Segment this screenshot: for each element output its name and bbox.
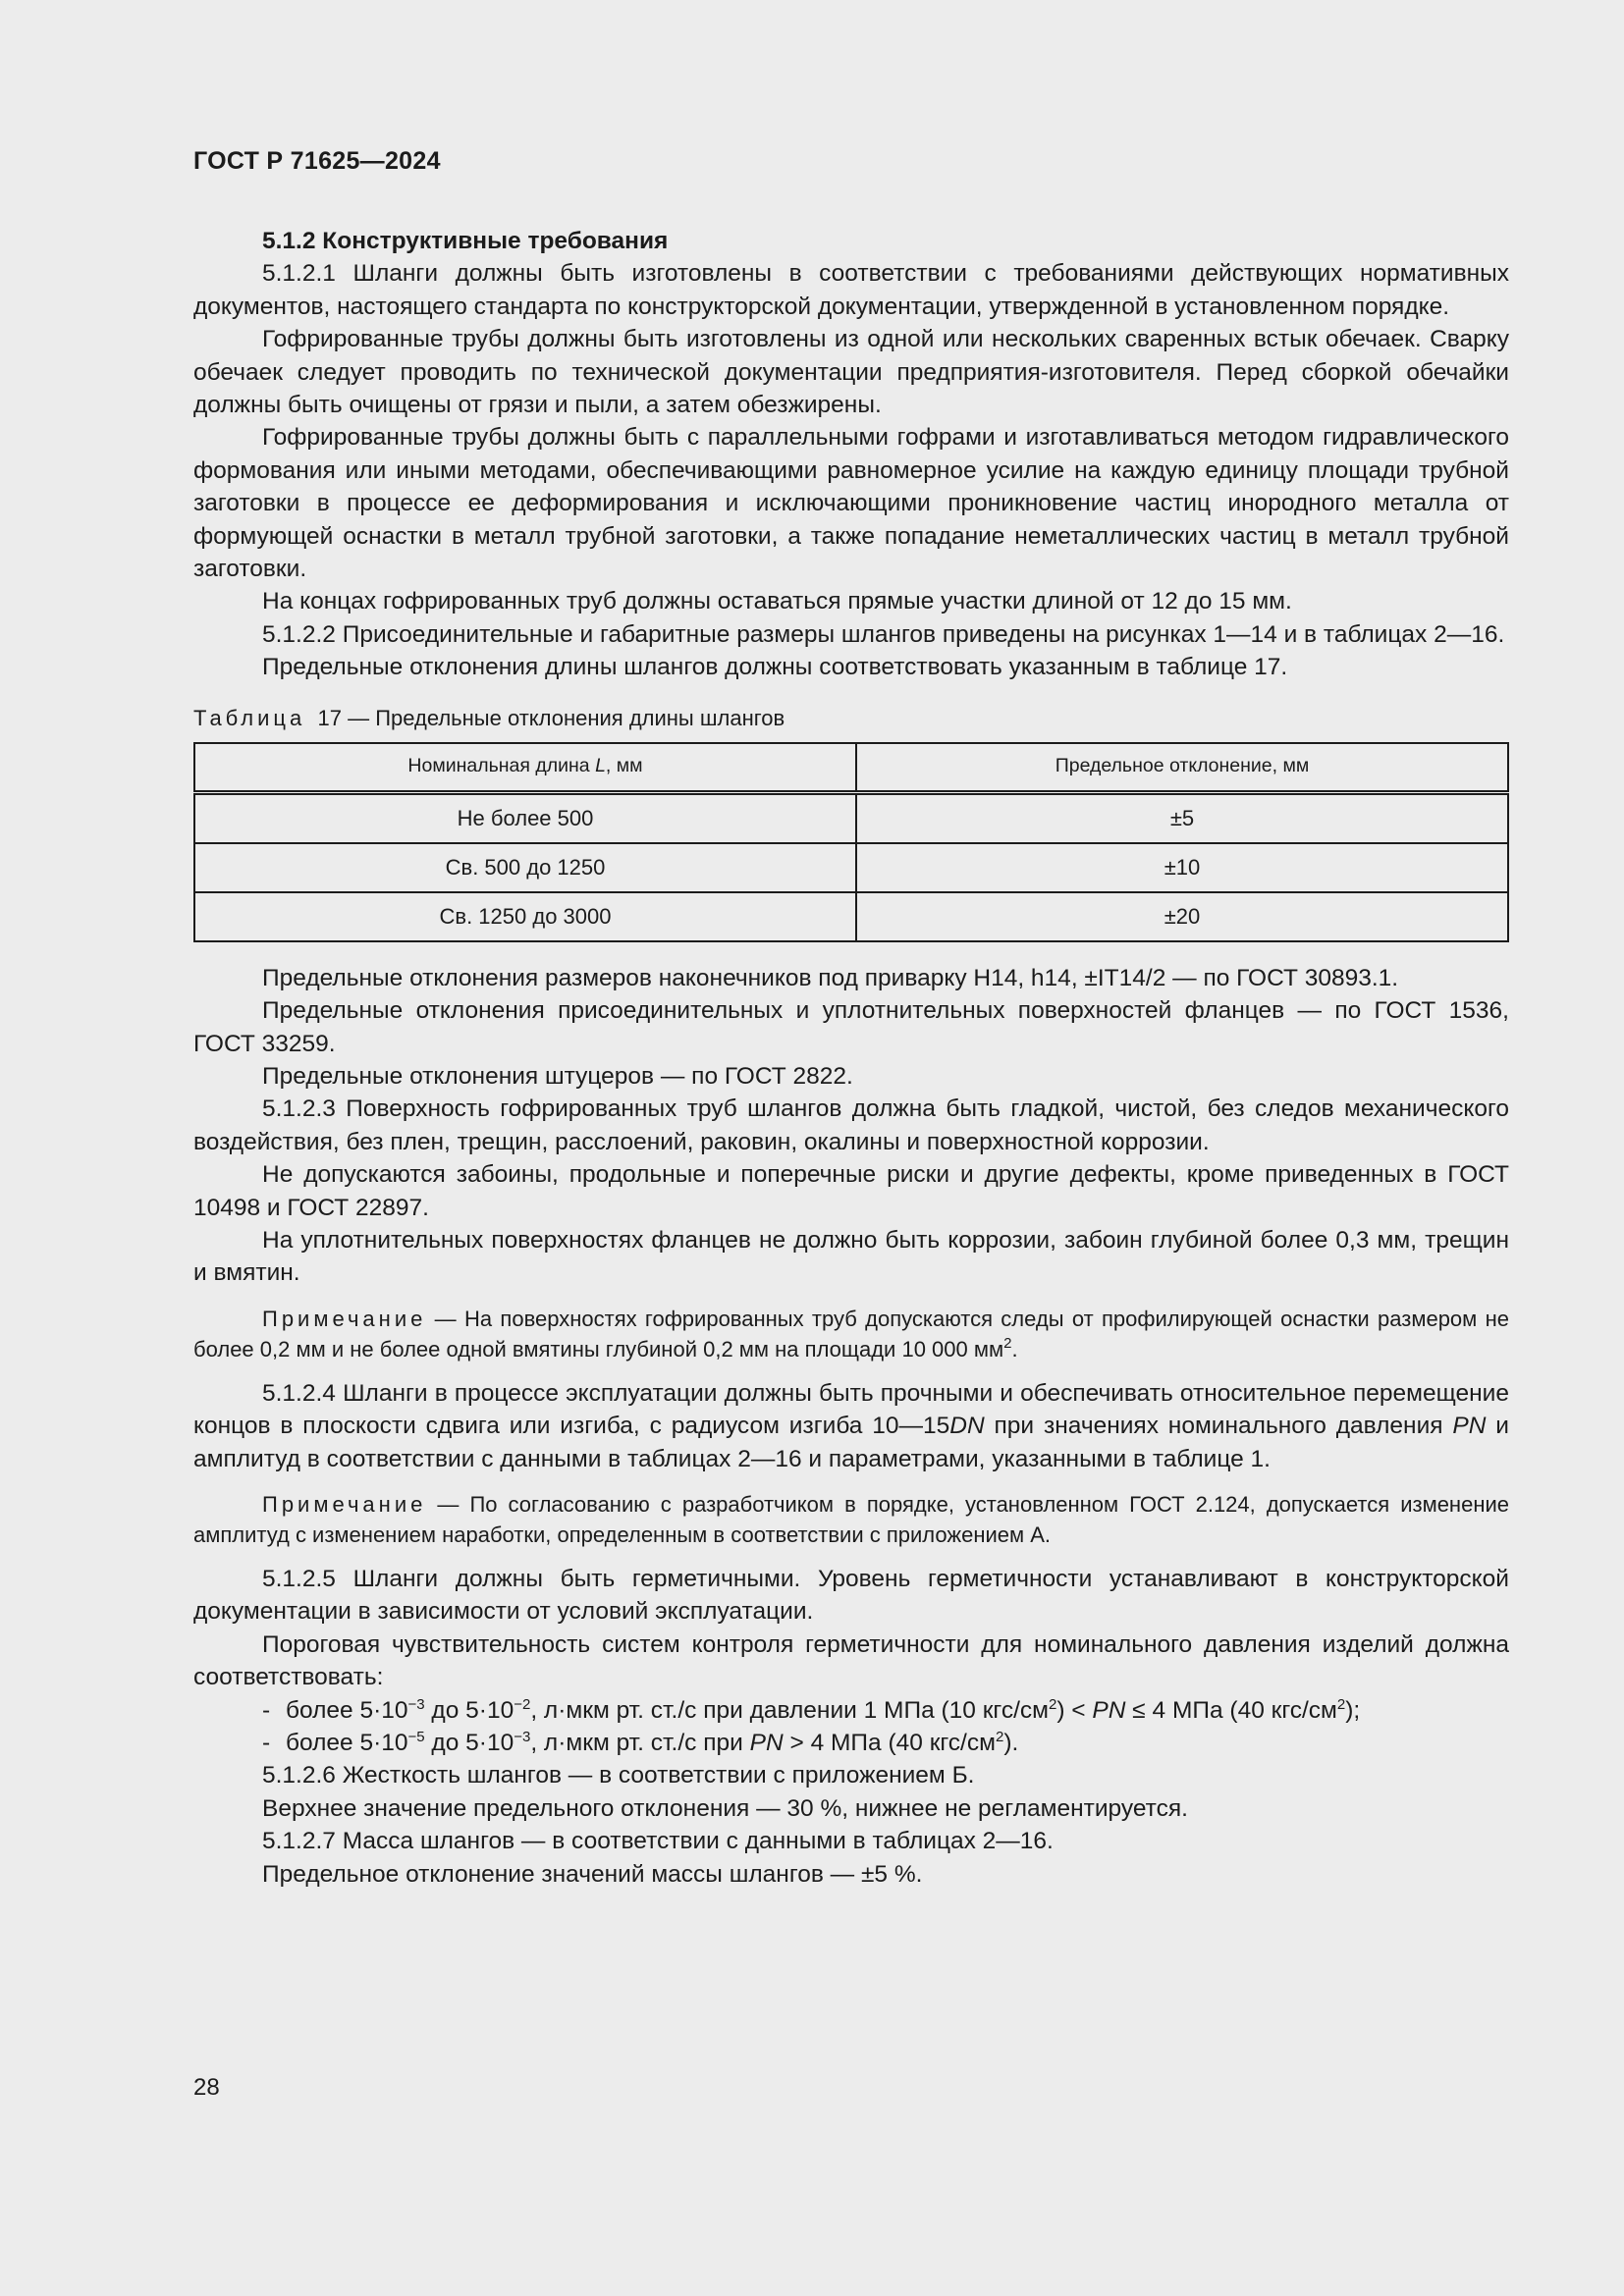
note-2: Примечание — По согласованию с разработчиком в порядке, установленном ГОСТ 2.124, допускается изменение амплитуд с изменением наработки, определенным в соответствии с приложением А.	[193, 1491, 1509, 1547]
cell-length: Не более 500	[194, 792, 856, 843]
cell-length: Св. 500 до 1250	[194, 843, 856, 892]
paragraph: 5.1.2.5 Шланги должны быть герметичными. Уровень герметичности устанавливают в конструкторской документации в зависимости от условий эксплуатации.	[193, 1565, 1509, 1626]
table-caption	[193, 705, 1509, 732]
paragraph: 5.1.2.2 Присоединительные и габаритные размеры шлангов приведены на рисунках 1—14 и в таблицах 2—16.	[262, 620, 1505, 648]
page-number: 28	[193, 2074, 220, 2101]
paragraph: Предельные отклонения штуцеров — по ГОСТ 2822.	[262, 1062, 853, 1090]
paragraph: 5.1.2.6 Жесткость шлангов — в соответствии с приложением Б.	[262, 1762, 975, 1789]
paragraph: Предельные отклонения длины шлангов должны соответствовать указанным в таблице 17.	[262, 654, 1288, 681]
header-deviation: Предельное отклонение, мм	[856, 743, 1508, 793]
table-row	[194, 792, 1508, 843]
cell-deviation: ±10	[856, 843, 1508, 892]
list-item: - более $5\cdot 10^{-3}$ до $5\cdot 10^{-2}$, л·мкм рт. ст./с при давлении 1 МПа (10 кгс/$см^2$) < PN ≤ 4 МПа (40 кгс/$см^2$);	[262, 1695, 1361, 1724]
table-row	[194, 892, 1508, 941]
cell-deviation: ±5	[856, 792, 1508, 843]
table-caption-label: Таблица	[193, 705, 306, 730]
deviation-table	[193, 742, 1509, 942]
paragraph: Гофрированные трубы должны быть изготовлены из одной или нескольких сваренных встык обечаек. Сварку обечаек следует проводить по технической документации предприятия-изготовителя. Перед сборкой обечайки должны быть очищены от грязи и пыли, а затем обезжирены.	[193, 326, 1509, 419]
paragraph: Пороговая чувствительность систем контроля герметичности для номинального давления изделий должна соответствовать:	[193, 1630, 1509, 1691]
paragraph: 5.1.2.3 Поверхность гофрированных труб шлангов должна быть гладкой, чистой, без следов механического воздействия, без плен, трещин, расслоений, раковин, окалины и поверхностной коррозии.	[193, 1095, 1509, 1155]
note-label: Примечание	[262, 1491, 427, 1517]
section-heading: 5.1.2 Конструктивные требования	[262, 228, 669, 254]
standard-header: ГОСТ Р 71625—2024	[193, 147, 441, 175]
paragraph: Не допускаются забоины, продольные и поперечные риски и другие дефекты, кроме приведенных в ГОСТ 10498 и ГОСТ 22897.	[193, 1161, 1509, 1221]
table-caption-text: 17 — Предельные отклонения длины шлангов	[317, 705, 785, 730]
paragraph: Предельные отклонения присоединительных и уплотнительных поверхностей фланцев — по ГОСТ 1536, ГОСТ 33259.	[193, 997, 1509, 1057]
page-content	[193, 225, 1509, 1891]
header-nominal-length: Номинальная длина L, мм	[194, 743, 856, 793]
table-header-row	[194, 743, 1508, 793]
note-label: Примечание	[262, 1306, 427, 1331]
paragraph: 5.1.2.7 Масса шлангов — в соответствии с данными в таблицах 2—16.	[262, 1828, 1054, 1855]
list-item: - более $5\cdot 10^{-5}$ до $5\cdot 10^{-3}$, л·мкм рт. ст./с при PN > 4 МПа (40 кгс/$см^2$).	[262, 1729, 1019, 1756]
paragraph: Гофрированные трубы должны быть с параллельными гофрами и изготавливаться методом гидравлического формования или иными методами, обеспечивающими равномерное усилие на каждую единицу площади трубной заготовки в процессе ее деформирования и исключающими проникновение частиц инородного металла от формующей оснастки в металл трубной заготовки, а также попадание неметаллических частиц в металл трубной заготовки.	[193, 424, 1509, 583]
note-1: Примечание — На поверхностях гофрированных труб допускаются следы от профилирующей оснастки размером не более 0,2 мм и не более одной вмятины глубиной 0,2 мм на площади 10 000 $мм^2$.	[193, 1306, 1509, 1362]
paragraph: 5.1.2.1 Шланги должны быть изготовлены в соответствии с требованиями действующих нормативных документов, настоящего стандарта по конструкторской документации, утвержденной в установленном порядке.	[193, 260, 1509, 320]
paragraph: Верхнее значение предельного отклонения — 30 %, нижнее не регламентируется.	[262, 1794, 1188, 1822]
paragraph-5124: 5.1.2.4 Шланги в процессе эксплуатации должны быть прочными и обеспечивать относительное перемещение концов в плоскости сдвига или изгиба, с радиусом изгиба 10—15DN при значениях номинального давления PN и амплитуд в соответствии с данными в таблицах 2—16 и параметрами, указанными в таблице 1.	[193, 1379, 1509, 1472]
table-row	[194, 843, 1508, 892]
cell-length: Св. 1250 до 3000	[194, 892, 856, 941]
paragraph: Предельное отклонение значений массы шлангов — ±5 %.	[262, 1860, 923, 1888]
cell-deviation: ±20	[856, 892, 1508, 941]
paragraph: На концах гофрированных труб должны оставаться прямые участки длиной от 12 до 15 мм.	[262, 588, 1292, 615]
paragraph: На уплотнительных поверхностях фланцев не должно быть коррозии, забоин глубиной более 0,3 мм, трещин и вмятин.	[193, 1226, 1509, 1287]
paragraph: Предельные отклонения размеров наконечников под приварку Н14, h14, ±IT14/2 — по ГОСТ 30893.1.	[262, 964, 1399, 991]
